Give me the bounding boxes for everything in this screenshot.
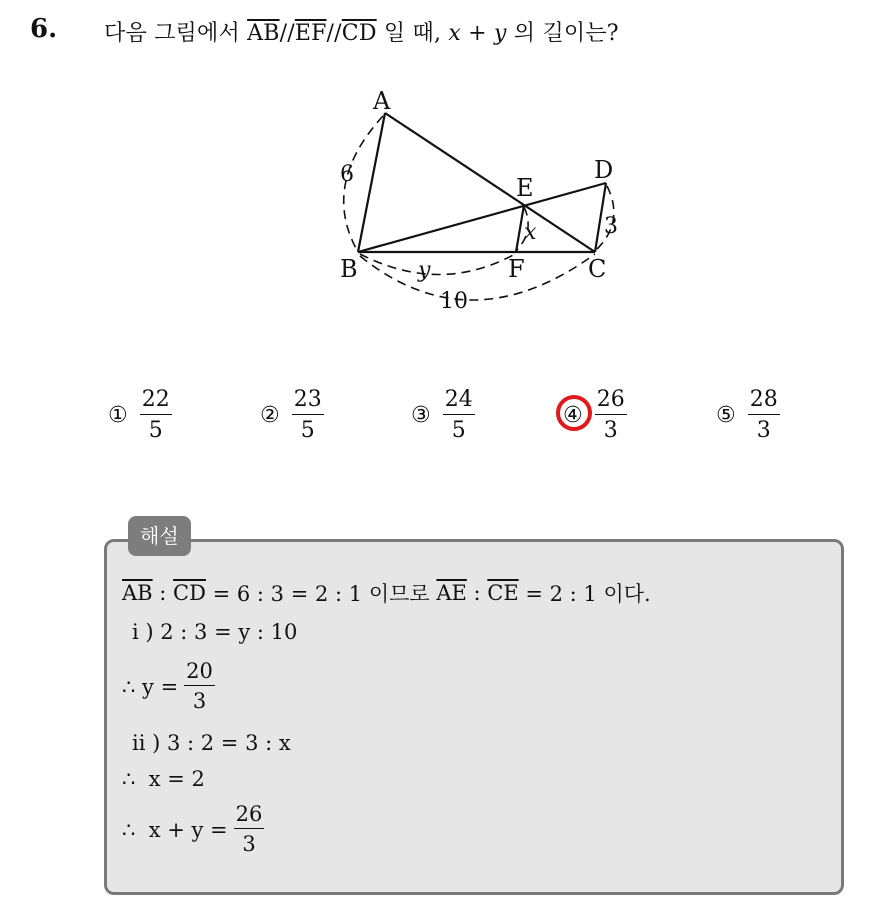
- solution-line-2: i ) 2 : 3 = y : 10: [132, 620, 298, 644]
- choice-3[interactable]: [411, 388, 475, 443]
- solution-line-3: [122, 660, 215, 713]
- solution-line-6: [122, 803, 264, 856]
- solution-colon: :: [466, 581, 488, 605]
- choice-5-denominator: 3: [756, 418, 771, 444]
- choice-1-fraction: [140, 388, 172, 443]
- solution-line-4: ii ) 3 : 2 = 3 : x: [132, 731, 291, 755]
- choice-3-denominator: 5: [451, 418, 466, 444]
- arc-bf: [360, 254, 515, 275]
- question-prefix: 다음 그림에서: [104, 21, 248, 46]
- segment-ef: $\overline{EF}$: [294, 21, 327, 46]
- point-label-d: D: [594, 156, 614, 184]
- choice-5[interactable]: [716, 388, 780, 443]
- choice-2[interactable]: [260, 388, 324, 443]
- point-label-f: F: [508, 255, 525, 283]
- segment-ac-line: [385, 113, 595, 252]
- solution-colon: :: [152, 581, 174, 605]
- choice-4-fraction: [595, 388, 627, 443]
- choice-1-mark: ①: [108, 403, 128, 429]
- segment-ab: $\overline{AB}$: [247, 21, 280, 46]
- question-expression: x + y: [448, 21, 507, 46]
- choice-4[interactable]: [563, 388, 627, 443]
- point-label-a: A: [373, 87, 391, 115]
- solution-seg-ce: $\overline{CE}$: [487, 581, 519, 605]
- segment-bd-line: [358, 183, 606, 252]
- length-label-bc: 10: [440, 289, 468, 314]
- choice-5-mark: ⑤: [716, 403, 736, 429]
- choice-3-numerator: 24: [443, 388, 475, 415]
- solution-ratio-text: = 6 : 3 = 2 : 1 이므로: [205, 582, 437, 606]
- choice-2-denominator: 5: [300, 418, 315, 444]
- length-label-ef: x: [524, 220, 537, 245]
- segment-ef-line: [516, 205, 524, 252]
- solution-line-5: ∴ x = 2: [122, 767, 205, 791]
- choice-1-numerator: 22: [140, 388, 172, 415]
- choice-5-numerator: 28: [748, 388, 780, 415]
- figure-solid-lines: [358, 113, 606, 252]
- solution-line-6-fraction: [234, 803, 265, 856]
- choice-2-fraction: [292, 388, 324, 443]
- choice-1-denominator: 5: [148, 418, 163, 444]
- solution-line-6-numerator: 26: [234, 803, 265, 829]
- choice-2-mark: ②: [260, 403, 280, 429]
- choice-4-denominator: 3: [603, 418, 618, 444]
- length-label-cd: 3: [604, 214, 618, 239]
- figure-dashed-arcs: [344, 116, 614, 300]
- length-label-ab: 6: [340, 162, 354, 187]
- solution-line-3-prefix: ∴ y =: [122, 674, 179, 699]
- solution-seg-cd: $\overline{CD}$: [173, 581, 206, 605]
- answer-choices: [0, 388, 884, 458]
- solution-line-3-fraction: [184, 660, 215, 713]
- arc-bc: [360, 254, 595, 300]
- question-suffix: 의 길이는?: [506, 21, 619, 46]
- point-label-e: E: [516, 174, 534, 202]
- solution-line-3-numerator: 20: [184, 660, 215, 686]
- solution-tag: 해설: [128, 516, 191, 556]
- solution-seg-ab: $\overline{AB}$: [122, 581, 153, 605]
- choice-2-numerator: 23: [292, 388, 324, 415]
- solution-line-6-denominator: 3: [242, 832, 256, 857]
- segment-cd: $\overline{CD}$: [341, 21, 377, 46]
- point-label-b: B: [340, 255, 358, 283]
- choice-5-fraction: [748, 388, 780, 443]
- choice-3-fraction: [443, 388, 475, 443]
- solution-seg-ae: $\overline{AE}$: [436, 581, 467, 605]
- parallel-sign: //: [279, 21, 295, 46]
- solution-line-3-denominator: 3: [192, 689, 207, 714]
- question-text: [104, 16, 619, 47]
- choice-1[interactable]: [108, 388, 172, 443]
- length-label-bf: y: [418, 258, 431, 283]
- parallel-sign: //: [326, 21, 342, 46]
- choice-3-mark: ③: [411, 403, 431, 429]
- point-label-c: C: [588, 255, 607, 283]
- solution-line-1: [122, 578, 651, 608]
- segment-ab-line: [358, 113, 385, 252]
- solution-ratio-tail: = 2 : 1 이다.: [518, 582, 651, 606]
- choice-4-numerator: 26: [595, 388, 627, 415]
- question-mid: 일 때,: [376, 21, 449, 46]
- question-number: 6.: [30, 14, 58, 44]
- choice-4-mark: ④: [563, 403, 583, 428]
- geometry-figure: [320, 82, 640, 322]
- solution-line-6-prefix: ∴ x + y =: [122, 817, 228, 842]
- selected-answer-circle: [556, 395, 592, 431]
